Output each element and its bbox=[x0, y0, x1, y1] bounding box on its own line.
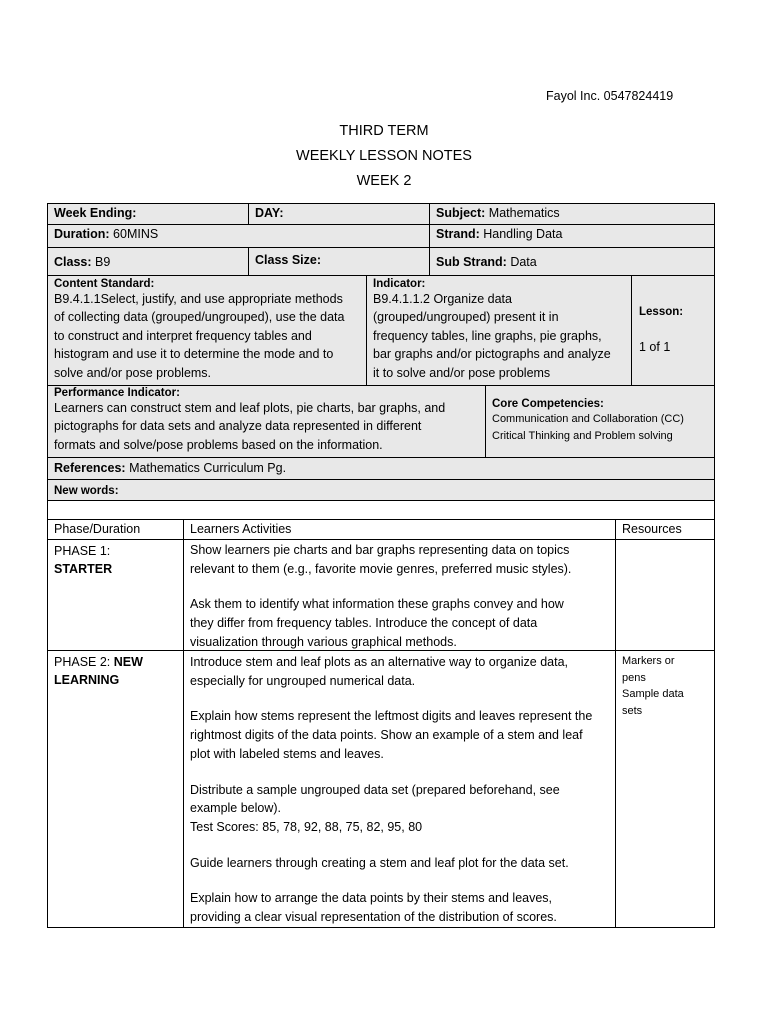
subject-value: Mathematics bbox=[488, 206, 560, 220]
learners-activities-header: Learners Activities bbox=[183, 519, 616, 540]
performance-line: formats and solve/pose problems based on the information. bbox=[54, 437, 383, 452]
week-ending-cell bbox=[47, 203, 249, 225]
phase2-paragraph bbox=[190, 707, 609, 763]
references-label: References: bbox=[54, 461, 126, 475]
performance-indicator-text bbox=[54, 399, 479, 454]
day-cell bbox=[248, 203, 430, 225]
phase1-name: STARTER bbox=[54, 562, 113, 576]
references-value: Mathematics Curriculum Pg. bbox=[129, 461, 287, 475]
resource-item: Sample data bbox=[622, 688, 684, 700]
text-line: Show learners pie charts and bar graphs representing data on topics bbox=[190, 543, 570, 557]
text-line: Ask them to identify what information these graphs convey and how bbox=[190, 597, 564, 612]
company-contact: Fayol Inc. 0547824419 bbox=[546, 89, 674, 103]
duration-value: 60MINS bbox=[113, 227, 159, 241]
performance-indicator-cell bbox=[47, 385, 486, 458]
indicator-line: bar graphs and/or pictographs and analyze bbox=[373, 347, 611, 362]
strand-cell bbox=[429, 224, 715, 248]
resources-header: Resources bbox=[615, 519, 715, 540]
phase1-paragraph bbox=[190, 541, 609, 578]
phase1-label-cell bbox=[47, 539, 184, 651]
sub-strand-cell bbox=[429, 247, 715, 276]
sub-strand-label: Sub Strand: bbox=[436, 255, 507, 269]
text-line: Introduce stem and leaf plots as an alternative way to organize data, bbox=[190, 655, 569, 669]
week-ending-label: Week Ending: bbox=[54, 206, 137, 220]
core-competency-item: Communication and Collaboration (CC) bbox=[492, 413, 684, 425]
text-line: Explain how to arrange the data points by their stems and leaves, bbox=[190, 891, 553, 906]
new-words-label: New words: bbox=[54, 485, 119, 497]
performance-line: pictographs for data sets and analyze data represented in different bbox=[54, 419, 422, 434]
phase2-activities-cell bbox=[183, 650, 616, 928]
content-line: to construct and interpret frequency tables and bbox=[54, 328, 312, 343]
content-standard-label: Content Standard: bbox=[54, 278, 155, 290]
duration-label: Duration: bbox=[54, 227, 110, 241]
strand-label: Strand: bbox=[436, 227, 480, 241]
resource-item: sets bbox=[622, 704, 643, 717]
text-line: especially for ungrouped numerical data. bbox=[190, 673, 416, 688]
lesson-value: 1 of 1 bbox=[639, 340, 671, 354]
sub-strand-value: Data bbox=[510, 255, 537, 269]
phase2-name-part: LEARNING bbox=[54, 673, 120, 687]
phase2-paragraph bbox=[190, 889, 609, 926]
notes-title: WEEKLY LESSON NOTES bbox=[296, 148, 472, 164]
phase2-title-line bbox=[54, 653, 177, 671]
text-line: plot with labeled stems and leaves. bbox=[190, 746, 384, 761]
resource-item: Markers or bbox=[622, 655, 675, 667]
content-line: B9.4.1.1Select, justify, and use appropriate methods bbox=[54, 292, 343, 306]
indicator-line: frequency tables, line graphs, pie graphs, bbox=[373, 328, 602, 343]
text-line: example below). bbox=[190, 801, 282, 816]
indicator-text bbox=[373, 290, 625, 382]
subject-label: Subject: bbox=[436, 206, 486, 220]
text-line: rightmost digits of the data points. Show an example of a stem and leaf bbox=[190, 728, 583, 743]
class-label: Class: bbox=[54, 255, 92, 269]
indicator-line: (grouped/ungrouped) present it in bbox=[373, 310, 559, 325]
performance-line: Learners can construct stem and leaf plots, pie charts, bar graphs, and bbox=[54, 401, 446, 415]
phase1-resources-cell bbox=[615, 539, 715, 651]
core-competency-item: Critical Thinking and Problem solving bbox=[492, 429, 673, 442]
phase2-paragraph bbox=[190, 781, 609, 837]
strand-value: Handling Data bbox=[483, 227, 563, 241]
phase2-name-part: NEW bbox=[113, 655, 143, 669]
core-competencies-label: Core Competencies: bbox=[492, 398, 604, 410]
text-line: visualization through various graphical methods. bbox=[190, 634, 457, 649]
content-line: of collecting data (grouped/ungrouped), use the data bbox=[54, 310, 345, 325]
class-size-label: Class Size: bbox=[255, 253, 322, 267]
content-standard-cell bbox=[47, 275, 367, 386]
spacer-row bbox=[47, 500, 715, 520]
subject-cell bbox=[429, 203, 715, 225]
indicator-label: Indicator: bbox=[373, 278, 426, 290]
term-title: THIRD TERM bbox=[339, 123, 429, 139]
indicator-line: B9.4.1.1.2 Organize data bbox=[373, 292, 512, 306]
phase2-label-cell bbox=[47, 650, 184, 928]
text-line: Explain how stems represent the leftmost digits and leaves represent the bbox=[190, 709, 593, 724]
content-line: solve and/or pose problems. bbox=[54, 365, 212, 380]
phase2-paragraph bbox=[190, 653, 609, 690]
phase2-paragraph bbox=[190, 854, 609, 873]
new-words-cell bbox=[47, 479, 715, 501]
text-line: Guide learners through creating a stem and leaf plot for the data set. bbox=[190, 855, 569, 870]
phase1-paragraph bbox=[190, 595, 609, 651]
lesson-cell bbox=[631, 275, 715, 386]
indicator-cell bbox=[366, 275, 632, 386]
content-line: histogram and use it to determine the mode and to bbox=[54, 347, 334, 362]
indicator-line: it to solve and/or pose problems bbox=[373, 365, 551, 380]
performance-indicator-label: Performance Indicator: bbox=[54, 387, 180, 399]
class-value: B9 bbox=[95, 255, 111, 269]
phase1-activities-cell bbox=[183, 539, 616, 651]
class-cell bbox=[47, 247, 249, 276]
phase1-title: PHASE 1: bbox=[54, 544, 111, 558]
duration-cell bbox=[47, 224, 430, 248]
phase-duration-header: Phase/Duration bbox=[47, 519, 184, 540]
core-competencies-cell bbox=[485, 385, 715, 458]
week-title: WEEK 2 bbox=[356, 173, 412, 189]
day-label: DAY: bbox=[255, 206, 284, 220]
test-scores-line: Test Scores: 85, 78, 92, 88, 75, 82, 95, 80 bbox=[190, 819, 423, 834]
text-line: they differ from frequency tables. Introduce the concept of data bbox=[190, 616, 538, 631]
resource-item: pens bbox=[622, 671, 646, 684]
document-titles bbox=[0, 119, 768, 194]
text-line: Distribute a sample ungrouped data set (prepared beforehand, see bbox=[190, 782, 560, 797]
references-cell bbox=[47, 457, 715, 480]
phase2-resources-cell bbox=[615, 650, 715, 928]
text-line: providing a clear visual representation of the distribution of scores. bbox=[190, 910, 557, 925]
content-standard-text bbox=[54, 290, 360, 382]
lesson-label: Lesson: bbox=[639, 306, 684, 318]
text-line: relevant to them (e.g., favorite movie genres, preferred music styles). bbox=[190, 561, 572, 576]
class-size-cell bbox=[248, 247, 430, 276]
core-competencies-list bbox=[492, 411, 708, 444]
phase2-title: PHASE 2: bbox=[54, 655, 111, 669]
